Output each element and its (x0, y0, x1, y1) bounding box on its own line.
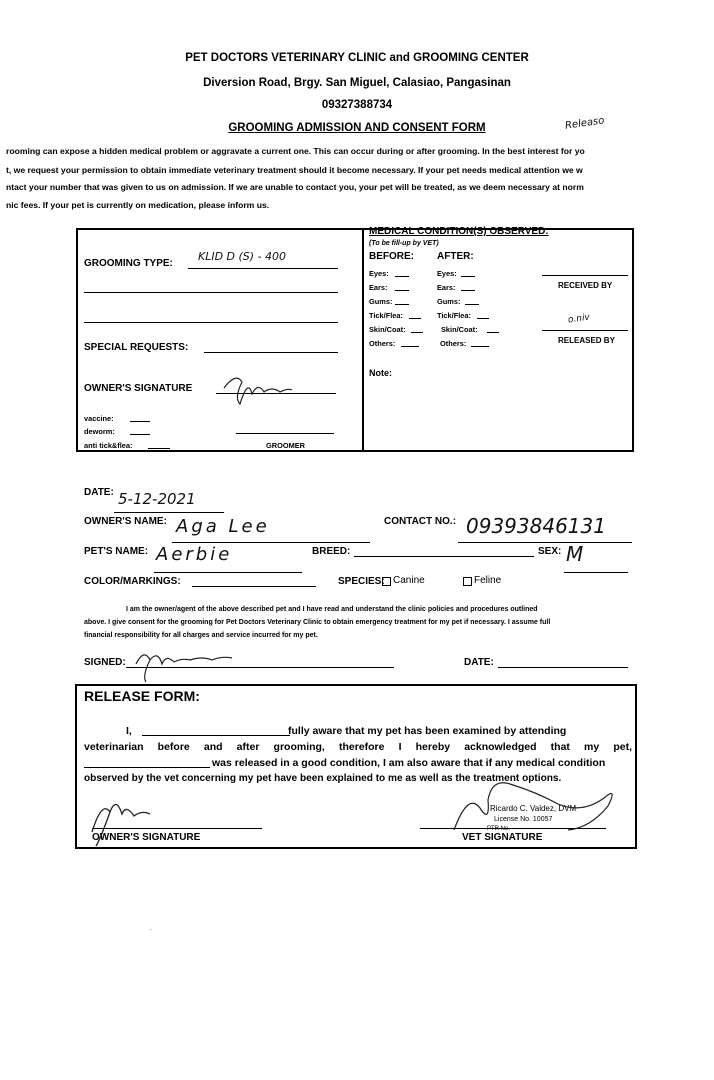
special-requests-field[interactable] (204, 352, 338, 353)
vaccine-field[interactable] (130, 421, 150, 422)
consent-line: above. I give consent for the grooming for Pet Doctors Veterinary Clinic to obtain emergency treatment for my pet if necessary. I assume full (84, 619, 551, 626)
release-i: I, (126, 725, 132, 737)
pet-name-field[interactable] (154, 544, 302, 573)
before-item: Ears: (369, 283, 388, 292)
after-field[interactable] (471, 346, 489, 347)
intro-line: t, we request your permission to obtain immediate veterinary treatment should it become necessary. If your pet needs medical attention we w (6, 165, 583, 175)
owner-release-signature-label: OWNER'S SIGNATURE (92, 832, 201, 843)
after-item: Skin/Coat: (441, 325, 478, 334)
before-item: Gums: (369, 297, 393, 306)
owner-name-field[interactable] (172, 516, 370, 543)
feline-label: Feline (474, 575, 502, 586)
vet-signature-scribble (440, 770, 630, 850)
antitick-label: anti tick&flea: (84, 441, 133, 450)
clinic-name: PET DOCTORS VETERINARY CLINIC and GROOMING CENTER (185, 52, 529, 64)
grooming-type-field[interactable] (188, 250, 338, 269)
after-item: Ears: (437, 283, 456, 292)
after-field[interactable] (461, 276, 475, 277)
vet-signature-label: VET SIGNATURE (462, 832, 543, 843)
consent-date-label: DATE: (464, 657, 494, 668)
note-label: Note: (369, 368, 392, 378)
special-requests-label: SPECIAL REQUESTS: (84, 342, 189, 353)
blank-line[interactable] (84, 322, 338, 323)
box-divider (362, 228, 364, 452)
before-item: Tick/Flea: (369, 311, 403, 320)
signed-scribble (128, 642, 238, 684)
release-title: RELEASE FORM: (84, 688, 200, 704)
intro-line: ntact your number that was given to us on admission. If we are unable to contact you, your pet will be treated, as we deem necessary at norm (6, 182, 584, 192)
date-value: 5-12-2021 (118, 490, 196, 508)
grooming-type-label: GROOMING TYPE: (84, 258, 173, 269)
signed-label: SIGNED: (84, 657, 126, 668)
after-field[interactable] (465, 304, 479, 305)
stray-mark: . (150, 926, 152, 932)
breed-field[interactable] (354, 556, 534, 557)
species-label: SPECIES: (338, 576, 385, 587)
vaccine-label: vaccine: (84, 414, 114, 423)
before-item: Eyes: (369, 269, 389, 278)
intro-line: rooming can expose a hidden medical problem or aggravate a current one. This can occur during or after grooming. In the best interest for yo (6, 146, 585, 156)
after-field[interactable] (461, 290, 475, 291)
medical-title: MEDICAL CONDITION(S) OBSERVED: (369, 226, 549, 237)
sex-field[interactable] (564, 542, 628, 573)
received-by-label: RECEIVED BY (558, 281, 613, 290)
intro-line: nic fees. If your pet is currently on medication, please inform us. (6, 200, 270, 210)
groomer-label: GROOMER (266, 441, 306, 450)
contact-field[interactable] (458, 514, 632, 543)
sex-value: M (566, 542, 584, 566)
clinic-address: Diversion Road, Brgy. San Miguel, Calasiao, Pangasinan (203, 77, 511, 89)
before-field[interactable] (409, 318, 421, 319)
grooming-type-value: KLID D (S) - 400 (198, 250, 287, 263)
release-text: fully aware that my pet has been examined by attending (288, 725, 567, 737)
before-field[interactable] (395, 304, 409, 305)
after-item: Gums: (437, 297, 461, 306)
pet-name-label: PET'S NAME: (84, 546, 149, 557)
after-field[interactable] (487, 332, 499, 333)
contact-label: CONTACT NO.: (384, 516, 457, 527)
before-heading: BEFORE: (369, 251, 414, 262)
clinic-phone: 09327388734 (321, 99, 393, 111)
sex-label: SEX: (538, 546, 562, 557)
color-label: COLOR/MARKINGS: (84, 576, 181, 587)
release-text: observed by the vet concerning my pet have been explained to me as well as the treatment options. (84, 773, 562, 784)
canine-checkbox[interactable] (382, 577, 391, 586)
deworm-label: deworm: (84, 427, 115, 436)
owner-signature-scribble (218, 368, 298, 410)
date-label: DATE: (84, 487, 114, 498)
before-field[interactable] (395, 290, 409, 291)
after-item: Others: (440, 339, 467, 348)
vet-stamp-ptr: PTR No. (487, 826, 511, 832)
form-title: GROOMING ADMISSION AND CONSENT FORM (228, 122, 486, 134)
feline-checkbox[interactable] (463, 577, 472, 586)
owner-name-value: Aga Lee (176, 516, 270, 537)
medical-subtitle: (To be fill-up by VET) (369, 240, 439, 247)
handwritten-note: Releaso (564, 115, 606, 132)
consent-line: I am the owner/agent of the above described pet and I have read and understand the clinic policies and procedures outlined (126, 606, 538, 613)
groomer-field[interactable] (236, 433, 334, 434)
pet-name-value: Aerbie (156, 544, 233, 565)
released-by-label: RELEASED BY (558, 336, 615, 345)
consent-line: financial responsibility for all charges and service incurred for my pet. (84, 632, 318, 639)
before-item: Others: (369, 339, 396, 348)
before-field[interactable] (411, 332, 423, 333)
after-item: Eyes: (437, 269, 457, 278)
vet-stamp-name: Ricardo C. Valdez, DVM (490, 804, 577, 813)
consent-date-field[interactable] (498, 667, 628, 668)
release-pet-field[interactable] (84, 767, 210, 768)
owner-release-scribble (82, 792, 162, 852)
deworm-field[interactable] (130, 434, 150, 435)
release-text: veterinarian before and after grooming, therefore I hereby acknowledged that my pet, (84, 741, 632, 753)
released-initials: o.niv (567, 312, 591, 326)
before-field[interactable] (395, 276, 409, 277)
after-heading: AFTER: (437, 251, 474, 262)
after-field[interactable] (477, 318, 489, 319)
owner-name-label: OWNER'S NAME: (84, 516, 167, 527)
color-field[interactable] (192, 586, 316, 587)
breed-label: BREED: (312, 546, 351, 557)
date-field[interactable] (114, 490, 224, 513)
release-text: was released in a good condition, I am also aware that if any medical condition (212, 757, 606, 769)
received-by-field[interactable] (542, 275, 628, 276)
blank-line[interactable] (84, 292, 338, 293)
owner-signature-label: OWNER'S SIGNATURE (84, 383, 193, 394)
released-by-field[interactable] (542, 330, 628, 331)
vet-stamp-license: License No. 10057 (494, 816, 553, 823)
before-field[interactable] (401, 346, 419, 347)
contact-value: 09393846131 (466, 514, 606, 538)
canine-label: Canine (393, 575, 425, 586)
before-item: Skin/Coat: (369, 325, 406, 334)
antitick-field[interactable] (148, 448, 170, 449)
after-item: Tick/Flea: (437, 311, 471, 320)
release-name-field[interactable] (142, 735, 290, 736)
